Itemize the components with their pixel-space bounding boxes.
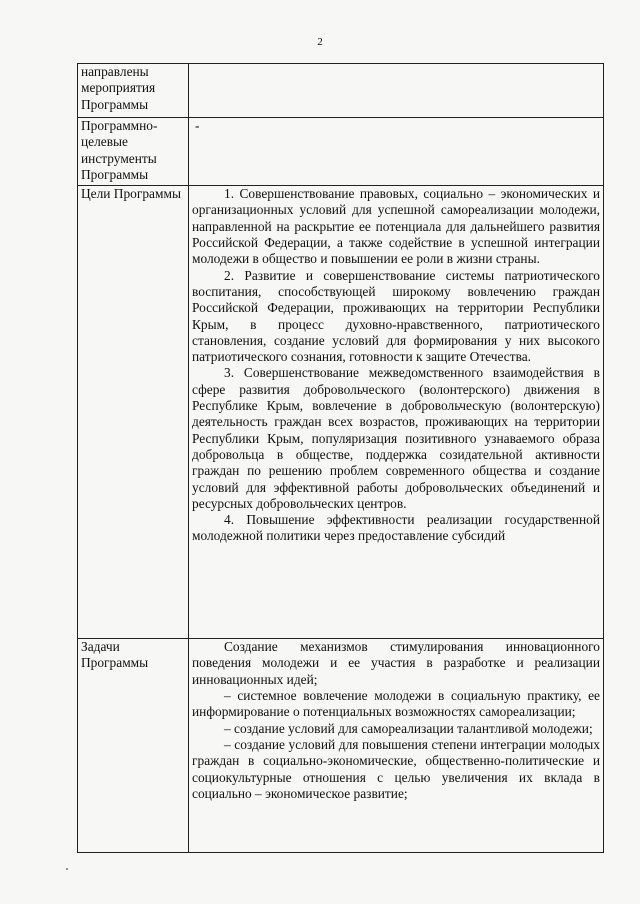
goal-paragraph: 3. Совершенствование межведомственного взаимодействия в сфере развития добровольческого (волонтерского) движения в Республике Крым, вовлечение в добровольческую (волонтерскую) деятельность граждан всех возрастов, проживающих на территории Республики Крым, популяризация позитивного узнаваемого образа добровольца в обществе, поддержка созидательной активности граждан по решению проблем современного общества и создание условий для эффективной работы добровольческих объединений и ресурсных добровольческих центров. xyxy=(192,365,600,511)
row-label: направлены мероприятия Программы xyxy=(78,64,189,118)
task-paragraph: – создание условий для повышения степени интеграции молодых граждан в социально-экономические, общественно-политические и социокультурные отношения с целью увеличения их вклада в социально – экономическое развитие; xyxy=(192,736,600,801)
program-passport-table xyxy=(77,63,604,853)
table-row xyxy=(78,64,604,118)
row-label: Задачи Программы xyxy=(78,639,189,853)
table-row xyxy=(78,118,604,186)
row-content xyxy=(189,639,604,853)
goal-paragraph: 1. Совершенствование правовых, социально – экономических и организационных условий для успешной самореализации молодежи, направленной на раскрытие ее потенциала для дальнейшего развития Российской Федерации, а также содействие в успешной интеграции молодежи в общество и повышении ее роли в жизни страны. xyxy=(192,186,600,267)
row-content xyxy=(189,64,604,118)
task-paragraph: Создание механизмов стимулирования инновационного поведения молодежи и ее участия в разработке и реализации инновационных идей; xyxy=(192,639,600,687)
row-label: Программно-целевые инструменты Программы xyxy=(78,118,189,186)
row-content xyxy=(189,186,604,639)
table-row xyxy=(78,186,604,639)
goal-paragraph: 2. Развитие и совершенствование системы патриотического воспитания, способствующей широкому вовлечению граждан Российской Федерации, проживающих на территории Республики Крым, в процесс духовно-нравственного, патриотического становления, создание условий для формирования у них высокого патриотического сознания, готовности к защите Отечества. xyxy=(192,267,600,365)
row-label: Цели Программы xyxy=(78,186,189,639)
table-row xyxy=(78,639,604,853)
task-paragraph: – создание условий для самореализации талантливой молодежи; xyxy=(224,720,593,736)
page-number: 2 xyxy=(317,36,323,48)
goal-paragraph: 4. Повышение эффективности реализации государственной молодежной политики через предоставление субсидий xyxy=(192,512,600,544)
row-content: - xyxy=(189,118,604,186)
task-paragraph: – системное вовлечение молодежи в социальную практику, ее информирование о потенциальных возможностях самореализации; xyxy=(192,688,600,720)
scan-artifact-dot xyxy=(66,868,68,870)
